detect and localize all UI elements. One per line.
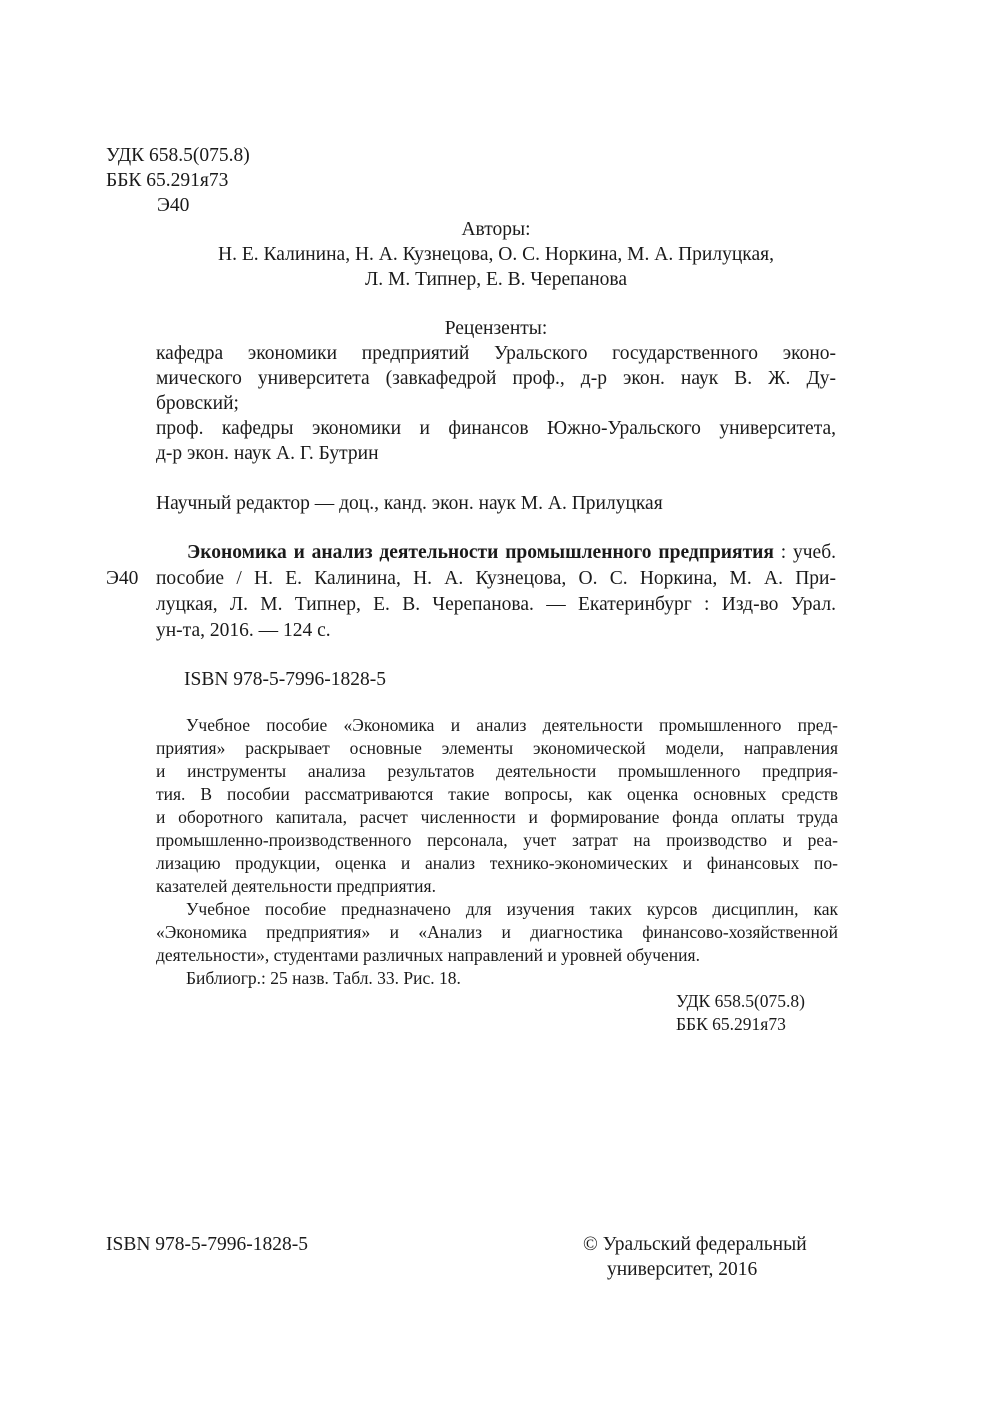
- reviewers-line: мического университета (завкафедрой проф., д-р экон. наук В. Ж. Ду-: [156, 368, 836, 389]
- authors-line: Л. М. Типнер, Е. В. Черепанова: [365, 269, 627, 290]
- reviewers-line: д-р экон. наук А. Г. Бутрин: [156, 443, 379, 464]
- book-title: Экономика и анализ деятельности промышленного предприятия: [187, 542, 774, 563]
- annotation-line: Учебное пособие «Экономика и анализ деятельности промышленного пред-: [186, 715, 838, 735]
- reviewers-line: кафедра экономики предприятий Уральского государственного эконо-: [156, 343, 836, 364]
- scientific-editor: Научный редактор — доц., канд. экон. наук М. А. Прилуцкая: [156, 493, 663, 514]
- annotation-line: и инструменты анализа результатов деятельности промышленного предприя-: [156, 761, 838, 781]
- annotation-line: Учебное пособие предназначено для изучения таких курсов дисциплин, как: [186, 899, 838, 919]
- author-mark: Э40: [157, 195, 190, 216]
- annotation-line: казателей деятельности предприятия.: [156, 876, 436, 896]
- copyright-line: университет, 2016: [607, 1259, 758, 1280]
- authors-heading: Авторы:: [461, 219, 531, 240]
- annotation-line: Библиогр.: 25 назв. Табл. 33. Рис. 18.: [186, 968, 461, 988]
- reviewers-line: бровский;: [156, 393, 239, 414]
- bbk-code: ББК 65.291я73: [106, 170, 229, 191]
- annotation-line: и оборотного капитала, расчет численности и формирование фонда оплаты труда: [156, 807, 838, 827]
- reviewers-line: проф. кафедры экономики и финансов Южно-Уральского университета,: [156, 418, 836, 439]
- udk-code: УДК 658.5(075.8): [106, 145, 250, 166]
- bib-line-1-rest: : учеб.: [773, 542, 836, 563]
- bib-line: ун-та, 2016. — 124 с.: [156, 620, 331, 641]
- footer-isbn: ISBN 978-5-7996-1828-5: [106, 1234, 309, 1255]
- authors-line: Н. Е. Калинина, Н. А. Кузнецова, О. С. Норкина, М. А. Прилуцкая,: [218, 244, 774, 265]
- annotation-line: деятельности», студентами различных направлений и уровней обучения.: [156, 945, 700, 965]
- annotation-udk: УДК 658.5(075.8): [676, 991, 806, 1011]
- bib-line: луцкая, Л. М. Типнер, Е. В. Черепанова. — Екатеринбург : Изд-во Урал.: [156, 594, 836, 615]
- bib-line-1: [187, 542, 836, 564]
- reviewers-heading: Рецензенты:: [444, 318, 548, 339]
- annotation-line: тия. В пособии рассматриваются такие вопросы, как оценка основных средств: [156, 784, 838, 804]
- copyright-line: © Уральский федеральный: [583, 1234, 807, 1255]
- annotation-line: «Экономика предприятия» и «Анализ и диагностика финансово-хозяйственной: [156, 922, 838, 942]
- bib-author-mark: Э40: [106, 568, 139, 589]
- annotation-line: лизацию продукции, оценка и анализ технико-экономических и финансовых по-: [156, 853, 838, 873]
- annotation-bbk: ББК 65.291я73: [676, 1014, 786, 1034]
- bib-line: пособие / Н. Е. Калинина, Н. А. Кузнецова, О. С. Норкина, М. А. При-: [156, 568, 836, 589]
- annotation-line: промышленно-производственного персонала, учет затрат на производство и реа-: [156, 830, 838, 850]
- annotation-line: приятия» раскрывает основные элементы экономической модели, направления: [156, 738, 838, 758]
- isbn: ISBN 978-5-7996-1828-5: [184, 669, 387, 690]
